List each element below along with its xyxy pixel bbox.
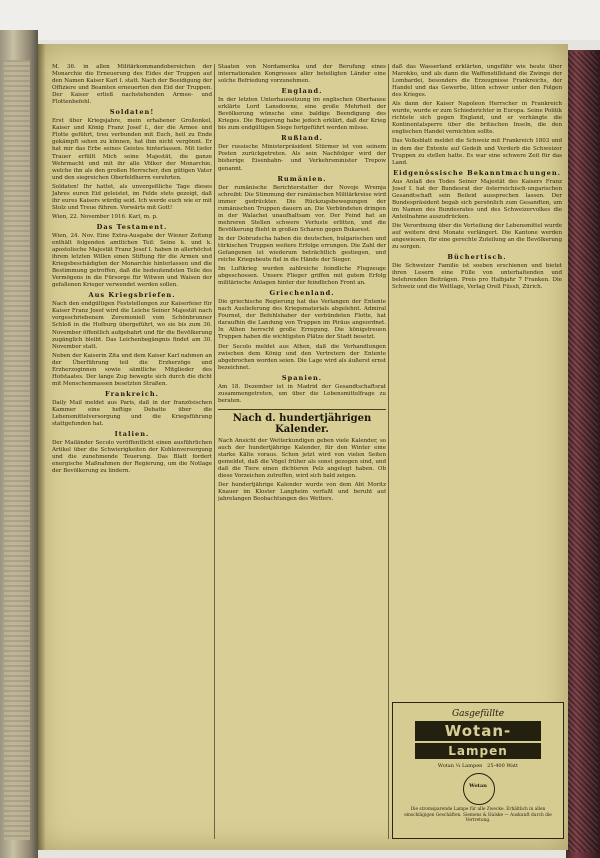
article-paragraph: Soldaten! Ihr hattet, als unvergeßliche Tage dieses Jahres euren Eid geleistet, im Felde stets gezeigt, daß ihr eures Kaisers würdig seid. Ich werde euch wie er mit Stolz und Treue führen. Vorwärts mit Gott! <box>52 183 212 211</box>
article-paragraph: Wien, 24. Nov. Eine Extra-Ausgabe der Wiener Zeitung enthält folgenden amtlichen Teil: Seine k. und k. apostolische Majestät Franz Josef I. haben in allerhöchst ihrem letzten Willen einen Stiftung für die Armen und Kriegsbeschädigten der Monarchie hinterlassen und die Bestimmung getroffen, daß die bedeutendsten Teile des Vermögens in die Fürsorge für Witwen und Waisen der gefallenen Krieger verwendet werden sollen. <box>52 232 212 289</box>
article-paragraph: Erst über Kriegsjahre, mein erhabener Großonkel, Kaiser und König Franz Josef I., der die Armee und Flotte geführt, treu verbunden mit Euch, heil zu Ende gekämpft sehen zu können, hat ihm nicht vergönnt. Er hat mir das Erbe seines Geistes hinterlassen. Mit tiefer Trauer erfüllt Mich seine Majestät, die ganze Wehrmacht und mit ihr alle Völker der Monarchie, welche ihn als den großen Herrscher, den gütigen Vater und den siegreichen Oberfeldherrn verehrten. <box>52 118 212 181</box>
article-paragraph: Der rumänische Berichterstatter der Novoje Wremja schreibt: Die Stimmung der rumänischen Militärkreise wird immer gedrückter. Die Rückzugsbewegungen der rumänischen Truppen dauern an. Die Verbündeten dringen in der Walachei unaufhaltsam vor. Der Feind hat an mehreren Stellen schwere Verluste erlitten, und die Bevölkerung flieht in großen Scharen gegen Bukarest. <box>218 184 386 233</box>
section-heading: Griechenland. <box>269 289 335 298</box>
article-paragraph: daß das Wasserland erklärten, ungefähr wie heute über Marokko, und als dann die Waffenstillstand die Zwinge der Lombardei, besonders die Erzeugnisse Frankreichs, der Handel und das Gewerbe, litten schwer unter den Folgen des Krieges. <box>392 64 562 99</box>
ad-sub-left: Wotan ¼ Lampen <box>437 763 483 769</box>
section-heading: Italien. <box>114 430 150 439</box>
ad-fine-print: Die stromsparende Lampe für alle Zwecke. Erhältlich in allen einschlägigen Geschäften. Siemens & Halske — Auskunft durch die Vertretung. <box>404 807 552 823</box>
article-paragraph: M. 36. in allen Militärkommandobereichen der Monarchie die Erneuerung des Eides der Truppen auf den Namen Kaiser Karl I. statt. Nach der Beeidigung der Offiziere und Beamten erneuerten den Eid der Truppen. Der Kaiser erließ nachstehenden Armee- und Flottenbefehl. <box>52 64 212 106</box>
article-paragraph: In der Dobrudscha haben die deutschen, bulgarischen und türkischen Truppen weitere Erfolge errungen. Die Zahl der Gefangenen ist wiederum beträchtlich gestiegen, und reiche Kriegsbeute fiel in die Hände der Sieger. <box>218 235 386 264</box>
article-paragraph: Wien, 22. November 1916. Karl, m. p. <box>52 213 158 220</box>
article-paragraph: Nach den endgültigen Feststellungen zur Kaiserfeier für Kaiser Franz Josef wird die Leiche Seiner Majestät nach vorgeschriebenem Zeremoniell vom Schönbrunner Schloß in die Hofburg übergeführt, wo sie bis zum 30. November öffentlich aufgebahrt und für die Bevölkerung zugänglich bleibt. Das Leichenbegängnis findet am 30. November statt. <box>52 301 212 350</box>
article-paragraph: Der Mailänder Secolo veröffentlicht einen ausführlichen Artikel über die Schwierigkeiten der Kohlenversorgung und die zunehmende Teuerung. Das Blatt fordert energische Maßnahmen der Regierung, um die Notlage der Bevölkerung zu lindern. <box>52 440 212 475</box>
section-heading: Eidgenössische Bekanntmachungen. <box>393 168 561 177</box>
ad-subline <box>393 763 563 769</box>
section-heading: Das Testament. <box>96 222 168 231</box>
newspaper-page <box>38 44 568 850</box>
article-paragraph: Die Verordnung über die Verteilung der Lebensmittel wurde auf weitere drei Monate verlängert. Die Kantone werden angewiesen, für eine gerechte Zuteilung an die Bevölkerung zu sorgen. <box>392 222 562 251</box>
section-heading: Aus Kriegsbriefen. <box>88 291 176 300</box>
article-paragraph: Als dann der Kaiser Napoleon Herrscher in Frankreich wurde, wurde er zum Schiedsrichter in Europa. Seine Politik richtete sich gegen England, und er verhängte die Kontinentalsperre über die britischen Inseln, die den englischen Handel vernichten sollte. <box>392 101 562 136</box>
article-paragraph: In der letzten Unterhaussitzung im englischen Oberhause erklärte Lord Lansdowne, eine große Mehrheit der Bevölkerung wünsche eine baldige Beendigung des Krieges. Die Regierung habe jedoch erklärt, daß der Krieg bis zum endgültigen Siege fortgeführt werden müsse. <box>218 97 386 132</box>
column-2 <box>218 64 386 844</box>
section-heading: Rumänien. <box>277 174 327 183</box>
background-top <box>0 0 600 40</box>
article-paragraph: Staaten von Nordamerika und der Berufung eines internationalen Kongresses aller beteiligten Länder eine solche Befriedung vorzunehmen. <box>218 64 386 85</box>
article-paragraph: Am 18. Dezember ist in Madrid der Gesandtschaftsrat zusammengetreten, um über die Lebensmittelfrage zu beraten. <box>218 383 386 404</box>
article-paragraph: Die griechische Regierung hat das Verlangen der Entente nach Auslieferung des Kriegsmaterials abgelehnt. Admiral Fournet, der Befehlshaber der verbündeten Flotte, hat daraufhin die Landung von Truppen im Piräus angeordnet. In Athen herrscht große Erregung. Die königstreuen Truppen haben die wichtigsten Plätze der Stadt besetzt. <box>218 299 386 341</box>
article-paragraph: Daily Mail meldet aus Paris, daß in der französischen Kammer eine heftige Debatte über die Lebensmittelversorgung und die Kriegsführung stattgefunden hat. <box>52 399 212 428</box>
article-paragraph: Nach Ansicht der Wetterkundigen geben viele Kalender, so auch der hundertjährige Kalender, für den Winter eine starke Kälte voraus. Schon jetzt wird von vielen Seiten gemeldet, daß die Vögel früher als sonst gezogen sind, und daß die Tiere einen dichteren Pelz angelegt haben. Ob diese Vorzeichen zutreffen, wird sich bald zeigen. <box>218 437 386 480</box>
section-heading: Rußland. <box>281 134 323 143</box>
column-rule-1 <box>214 64 215 839</box>
ad-top-line: Gasgefüllte <box>451 709 505 719</box>
section-heading: Soldaten! <box>109 108 155 117</box>
column-1 <box>52 64 212 844</box>
lamp-bulb-icon <box>463 773 495 805</box>
section-heading: Frankreich. <box>105 389 159 398</box>
page-gutter-shadow <box>38 44 46 850</box>
ad-sub-right: 25-400 Watt <box>487 763 519 769</box>
ad-badge: Wotan <box>469 783 487 789</box>
article-paragraph: Der Secolo meldet aus Athen, daß die Verhandlungen zwischen dem König und den Vertretern der Entente abgebrochen worden seien. Die Lage wird als äußerst ernst bezeichnet. <box>218 343 386 371</box>
article-paragraph: Neben der Kaiserin Zita und dem Kaiser Karl nahmen an der Überführung teil die Erzherzöge und Erzherzoginnen sowie sämtliche Mitglieder des Hofstaates. Der lange Zug bewegte sich durch die dicht mit Menschenmassen besetzten Straßen. <box>52 352 212 387</box>
section-heading: Büchertisch. <box>447 253 507 262</box>
section-heading: England. <box>281 87 323 96</box>
wotan-lamp-advertisement <box>392 702 564 839</box>
article-paragraph: Das Volksblatt meldet die Schweiz mit Frankreich 1803 und in dem der Entente auf Gedeih und Verderb die Schweizer Truppen zu stellen hatte. Es war eine schwere Zeit für das Land. <box>392 138 562 166</box>
column-3 <box>392 64 562 694</box>
column-rule-2 <box>388 64 389 839</box>
article-paragraph: Der hundertjährige Kalender wurde von dem Abt Moritz Knauer im Kloster Langheim verfaßt und beruht auf jahrelangen Beobachtungen des Wetters. <box>218 482 386 503</box>
left-page-stack <box>4 60 30 840</box>
section-heading: Spanien. <box>281 373 323 382</box>
book-spine-texture <box>568 52 598 852</box>
article-paragraph: Der russische Ministerpräsident Stürmer ist von seinem Posten zurückgetreten. Als sein Nachfolger wird der bisherige Eisenbahn- und Verkehrsminister Trepow genannt. <box>218 144 386 172</box>
ad-product: Lampen <box>415 743 541 759</box>
article-paragraph: Die Schweizer Familie ist soeben erschienen und bietet ihren Lesern eine Fülle von unterhaltenden und belehrenden Beiträgen. Preis pro Halbjahr 7 Franken. Die Schweiz und die Weltlage, Verlag Orell Füssli, Zürich. <box>392 263 562 291</box>
ad-brand: Wotan- <box>415 721 541 741</box>
section-heading: Nach d. hundertjährigen Kalender. <box>218 409 386 435</box>
article-paragraph: Im Luftkrieg wurden zahlreiche feindliche Flugzeuge abgeschossen. Unsere Flieger griffen mit gutem Erfolg militärische Anlagen hinter der feindlichen Front an. <box>218 266 386 287</box>
article-paragraph: Aus Anlaß des Todes Seiner Majestät des Kaisers Franz Josef I. hat der Bundesrat der österreichisch-ungarischen Gesandtschaft sein Beileid aussprechen lassen. Der Bundespräsident begab sich persönlich zum Gesandten, um im Namen des Bundesrates und des Schweizervolkes die Anteilnahme auszudrücken. <box>392 178 562 220</box>
